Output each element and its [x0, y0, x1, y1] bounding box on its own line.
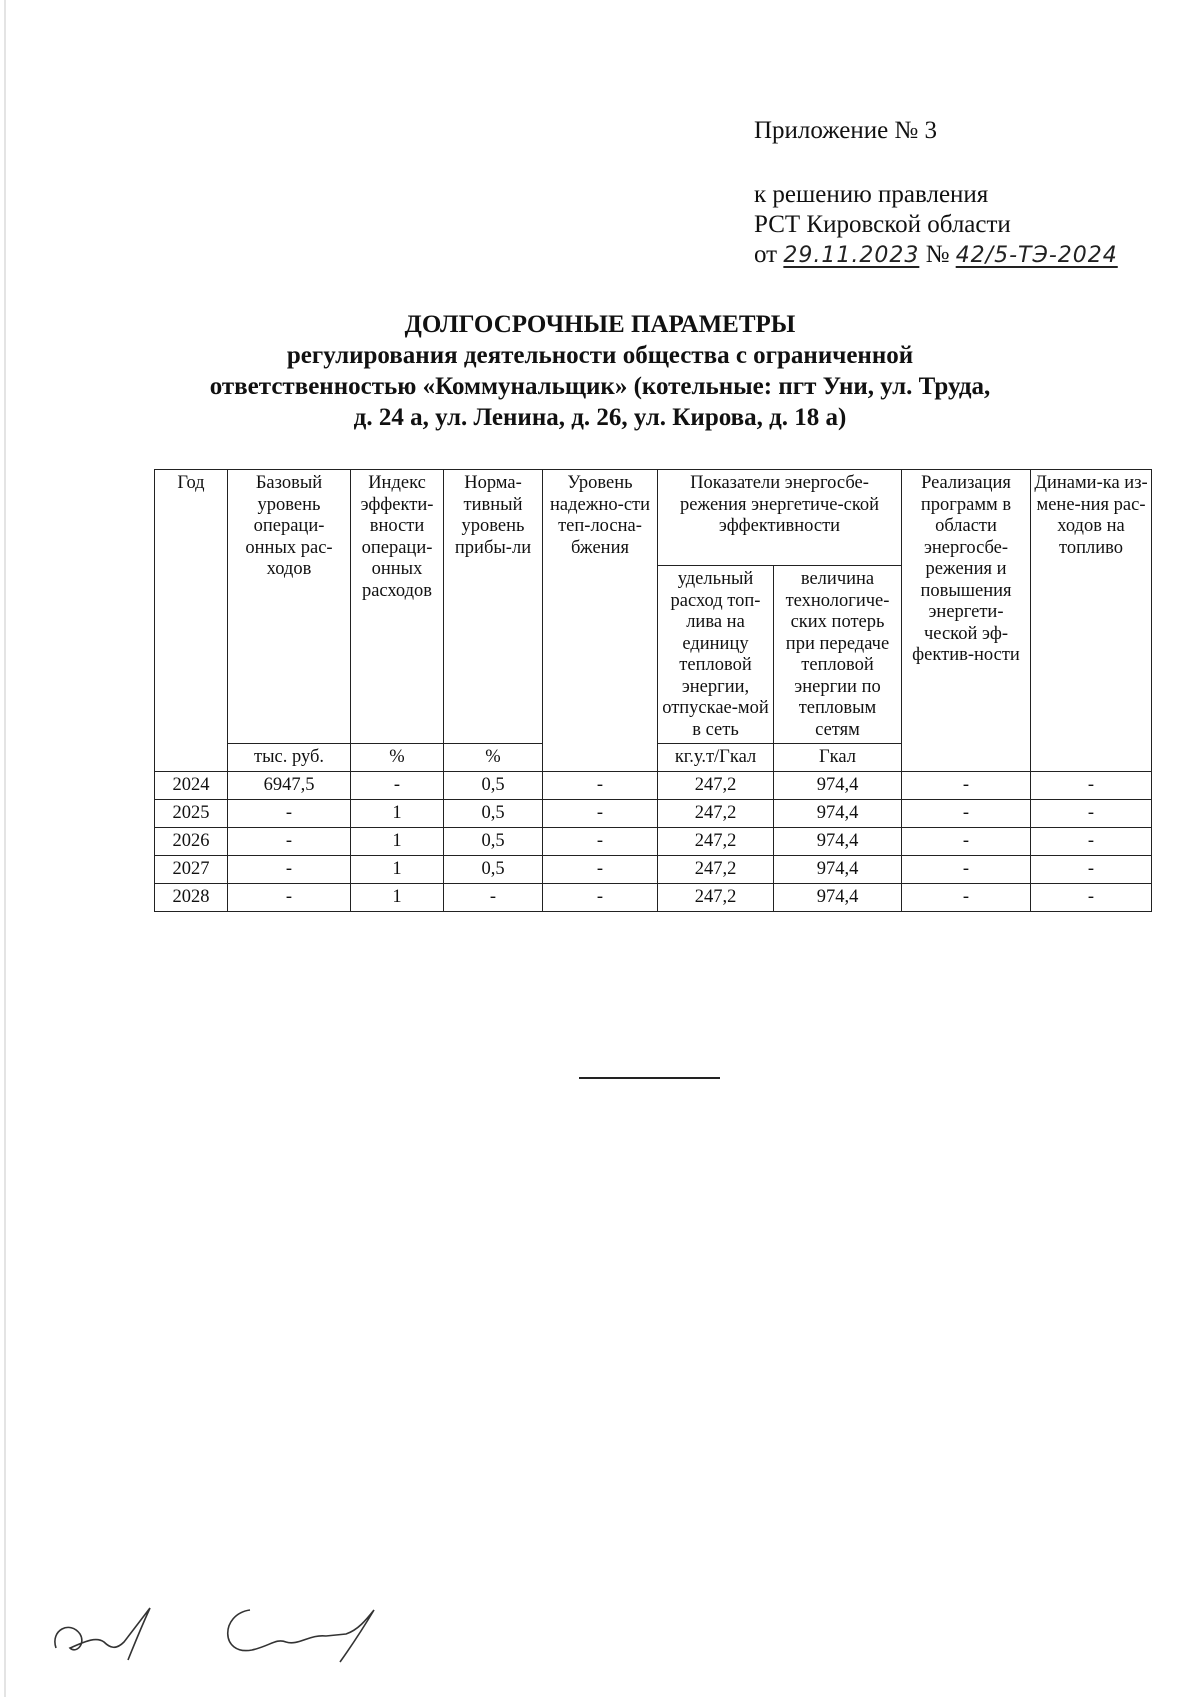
unit-base-level: тыс. руб.: [228, 744, 351, 772]
table-row: 2027 - 1 0,5 - 247,2 974,4 - -: [155, 856, 1152, 884]
signature-2: [228, 1610, 374, 1662]
unit-losses: Гкал: [774, 744, 902, 772]
header-row: [155, 470, 1152, 566]
title-line-2: регулирования деятельности общества с ограниченной: [286, 342, 914, 369]
decision-number: 42/5-ТЭ-2024: [955, 243, 1118, 268]
header-efficiency-index: Индекс эффекти-вности операци-онных расходов: [351, 470, 444, 744]
parameters-table: [154, 469, 1152, 912]
appendix-authority: РСТ Кировской области: [754, 211, 1011, 238]
date-prefix: от: [754, 241, 778, 268]
header-normative-profit: Норма-тивный уровень прибы-ли: [444, 470, 543, 744]
title-line-3: ответственностью «Коммунальщик» (котельные: пгт Уни, ул. Труда,: [209, 373, 991, 400]
units-row: [155, 744, 1152, 772]
header-fuel-rate: удельный расход топ-лива на единицу тепловой энергии, отпускае-мой в сеть: [658, 566, 774, 744]
signature-1: [55, 1608, 150, 1660]
header-losses: величина технологиче-ских потерь при передаче тепловой энергии по тепловым сетям: [774, 566, 902, 744]
title-line-4: д. 24 а, ул. Ленина, д. 26, ул. Кирова, д. 18 а): [353, 404, 847, 431]
header-fuel-dynamics: Динами-ка из-мене-ния рас-ходов на топливо: [1031, 470, 1152, 744]
appendix-date-line: [754, 240, 1118, 270]
table-row: 2025 - 1 0,5 - 247,2 974,4 - -: [155, 800, 1152, 828]
appendix-decision: к решению правления: [754, 181, 989, 208]
header-year: Год: [155, 470, 228, 744]
table-row: 2024 6947,5 - 0,5 - 247,2 974,4 - -: [155, 772, 1152, 800]
title-line-1: ДОЛГОСРОЧНЫЕ ПАРАМЕТРЫ: [404, 311, 796, 338]
end-rule: [579, 1077, 720, 1079]
unit-efficiency-index: %: [351, 744, 444, 772]
appendix-block: [754, 116, 1118, 270]
decision-date: 29.11.2023: [783, 243, 920, 268]
unit-fuel-rate: кг.у.т/Гкал: [658, 744, 774, 772]
document-title: [0, 309, 1200, 433]
unit-normative-profit: %: [444, 744, 543, 772]
signature-marks: [40, 1590, 380, 1670]
header-reliability: Уровень надежно-сти теп-лосна-бжения: [543, 470, 658, 744]
header-energy-saving: Показатели энергосбе-режения энергетиче-ской эффективности: [658, 470, 902, 566]
appendix-number: Приложение № 3: [754, 117, 938, 144]
table-row: 2026 - 1 0,5 - 247,2 974,4 - -: [155, 828, 1152, 856]
header-base-level: Базовый уровень операци-онных рас-ходов: [228, 470, 351, 744]
table-row: 2028 - 1 - - 247,2 974,4 - -: [155, 884, 1152, 912]
scan-edge: [4, 0, 6, 1697]
number-sign: №: [925, 241, 950, 268]
header-programs: Реализация программ в области энергосбе-режения и повышения энергети-ческой эф-фектив-ности: [902, 470, 1031, 744]
